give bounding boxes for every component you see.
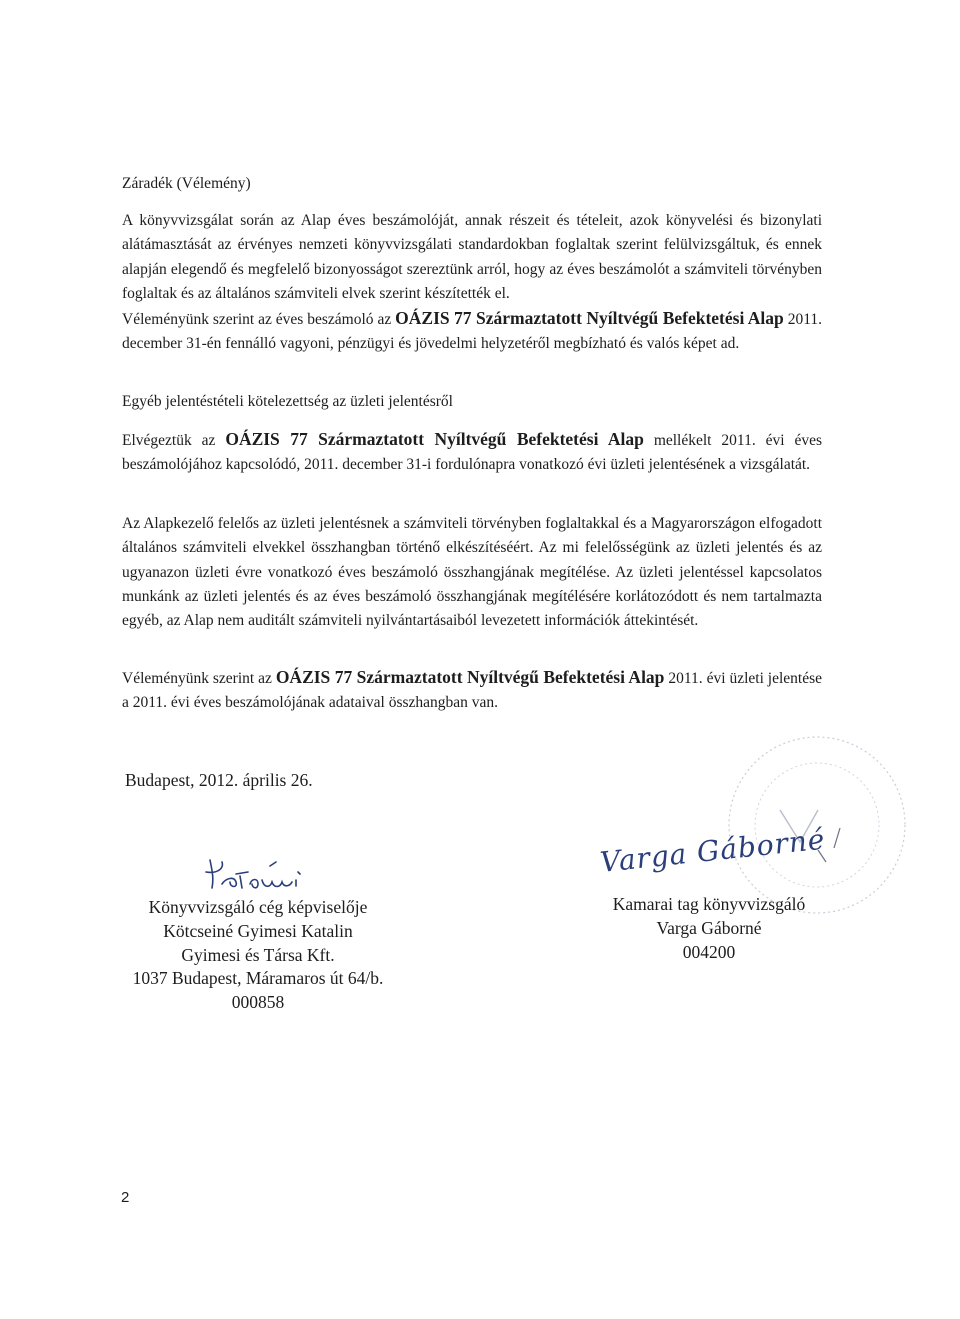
business-report-paragraph-1	[122, 427, 822, 478]
signatory-left-address: 1037 Budapest, Máramaros út 64/b.	[132, 968, 384, 989]
signatory-left-number: 000858	[231, 992, 285, 1013]
business-report-paragraph-3-after: 2011. évi üzleti jelentése a 2011. évi éves beszámolójának adataival összhangban van.	[122, 670, 823, 712]
signatory-right	[596, 893, 822, 964]
signatory-right-number: 004200	[682, 941, 736, 962]
signature-right-icon	[598, 822, 834, 892]
signatory-left-name: Kötcseiné Gyimesi Katalin	[163, 920, 353, 941]
page-number: 2	[121, 1189, 130, 1206]
opinion-paragraph-2	[122, 306, 822, 357]
business-report-paragraph-1-before: Elvégeztük az	[122, 432, 216, 449]
fund-name: OÁZIS 77 Származtatott Nyíltvégű Befektetési Alap	[395, 308, 784, 328]
opinion-paragraph-2-before: Véleményünk szerint az éves beszámoló az	[122, 311, 392, 328]
signatory-left-company: Gyimesi és Társa Kft.	[181, 944, 335, 965]
opinion-paragraph-2-after: 2011. december 31-én fennálló vagyoni, pénzügyi és jövedelmi helyzetéről megbízható és valós képet ad.	[122, 311, 823, 353]
business-report-paragraph-2: Az Alapkezelő felelős az üzleti jelentésnek a számviteli törvényben foglaltakkal és a Magyarországon elfogadott általános számviteli elvekkel összhangban történő elkészítéséért. Az mi felelősségünk az üzleti jelentés és az ugyanazon üzleti évre vonatkozó éves beszámoló összhangjának megítélése. Az üzleti jelentéssel kapcsolatos munkánk az üzleti jelentés és az éves beszámoló összhangjának megítélésére korlátozódott és nem tartalmazta egyéb, az Alap nem auditált számviteli nyilvántartásaiból levezetett információk áttekintését.	[122, 515, 822, 630]
signatory-left-role: Könyvvizsgáló cég képviselője	[148, 897, 368, 917]
opinion-paragraph-1: A könyvvizsgálat során az Alap éves beszámolóját, annak részeit és tételeit, azok könyvelési és bizonylati alátámasztását az érvényes nemzeti könyvvizsgálati standardokban foglaltak szerint felülvizsgáltuk, és ennek alapján elegendő és megfelelő bizonyosságot szereztünk arról, hogy az éves beszámolót a számviteli törvényben foglaltak és az általános számviteli elvek szerint készítették el.	[122, 212, 822, 302]
place-and-date: Budapest, 2012. április 26.	[125, 770, 313, 790]
section-heading-opinion: Záradék (Vélemény)	[122, 175, 251, 192]
signature-right-text: Varga Gáborné	[598, 822, 827, 879]
signatory-left	[92, 896, 424, 1015]
fund-name: OÁZIS 77 Származtatott Nyíltvégű Befektetési Alap	[275, 667, 665, 687]
section-heading-business-report: Egyéb jelentéstételi kötelezettség az üzleti jelentésről	[122, 393, 453, 410]
signatory-right-name: Varga Gáborné	[656, 917, 762, 938]
business-report-paragraph-3-before: Véleményünk szerint az	[122, 670, 272, 687]
signatory-right-role: Kamarai tag könyvvizsgáló	[612, 894, 806, 914]
fund-name: OÁZIS 77 Származtatott Nyíltvégű Befektetési Alap	[225, 429, 644, 449]
signature-left-icon	[200, 852, 320, 894]
business-report-paragraph-3	[122, 665, 822, 716]
business-report-paragraph-1-after: mellékelt 2011. évi éves beszámolójához kapcsolódó, 2011. december 31-i fordulónapra vonatkozó évi üzleti jelentésének a vizsgálatát.	[122, 432, 823, 474]
